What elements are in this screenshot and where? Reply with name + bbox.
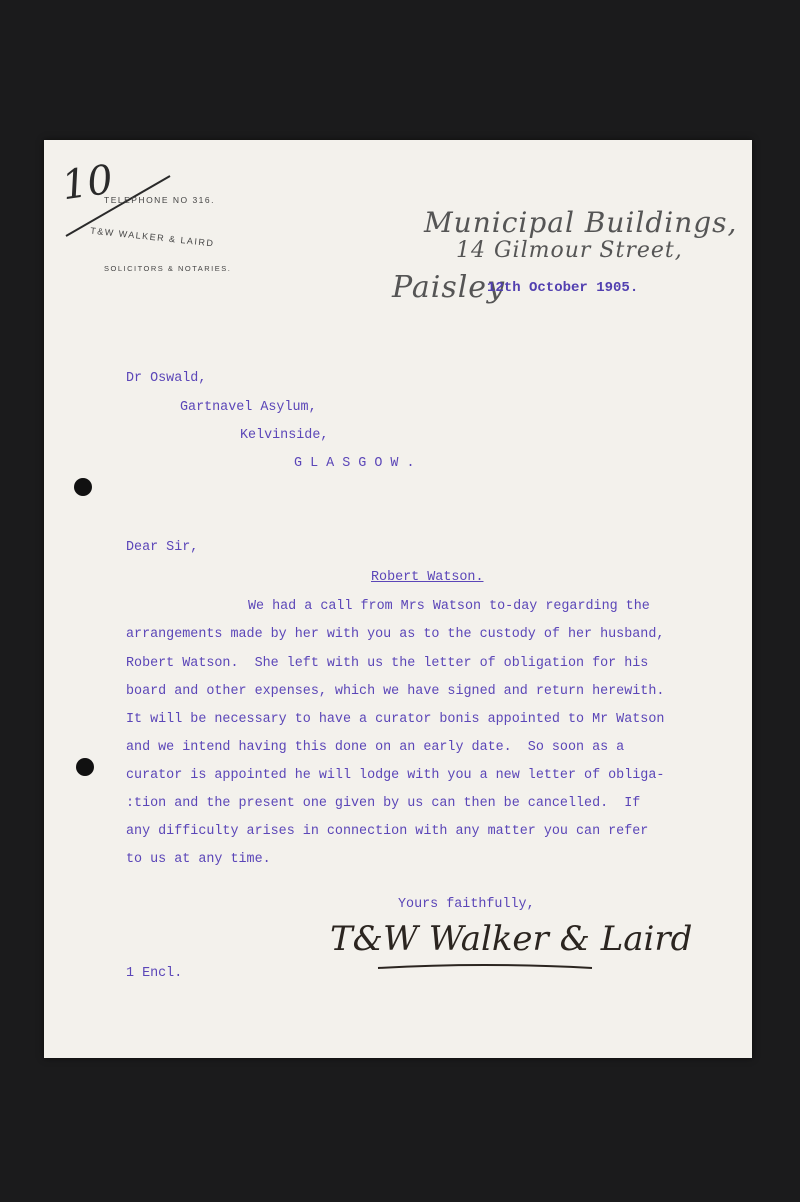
letter-date: 12th October 1905. [487, 280, 639, 296]
body-line: any difficulty arises in connection with any matter you can refer [126, 824, 649, 839]
svg-text:T&W Walker & Laird: T&W Walker & Laird [330, 919, 693, 959]
body-line: :tion and the present one given by us can then be cancelled. If [126, 796, 641, 811]
punch-hole [74, 478, 92, 496]
recipient-address-line-1: Gartnavel Asylum, [180, 400, 317, 415]
punch-hole [76, 758, 94, 776]
recipient-address-line-3: G L A S G O W . [294, 456, 415, 471]
firm-profession: SOLICITORS & NOTARIES. [104, 264, 232, 273]
closing: Yours faithfully, [398, 897, 535, 912]
address-line-1: Municipal Buildings, [424, 206, 738, 239]
letter-subject: Robert Watson. [371, 570, 484, 585]
salutation: Dear Sir, [126, 540, 199, 555]
handwritten-reference-number: 10 [59, 156, 116, 210]
body-line: curator is appointed he will lodge with you a new letter of obliga- [126, 768, 665, 783]
body-line: board and other expenses, which we have signed and return herewith. [126, 684, 665, 699]
letter-page [44, 140, 752, 1058]
firm-name: T&W WALKER & LAIRD [89, 225, 215, 249]
body-line: We had a call from Mrs Watson to-day regarding the [248, 599, 650, 614]
body-line: to us at any time. [126, 852, 271, 867]
handwritten-signature [324, 910, 693, 980]
body-line: arrangements made by her with you as to the custody of her husband, [126, 627, 665, 642]
telephone-number: TELEPHONE NO 316. [104, 195, 216, 205]
recipient-name: Dr Oswald, [126, 371, 207, 386]
address-line-2: 14 Gilmour Street, [456, 238, 683, 263]
enclosure-note: 1 Encl. [126, 966, 183, 981]
body-line: Robert Watson. She left with us the letter of obligation for his [126, 656, 649, 671]
recipient-address-line-2: Kelvinside, [240, 428, 329, 443]
body-line: and we intend having this done on an early date. So soon as a [126, 740, 625, 755]
body-line: It will be necessary to have a curator bonis appointed to Mr Watson [126, 712, 665, 727]
town-name: Paisley [392, 270, 506, 305]
